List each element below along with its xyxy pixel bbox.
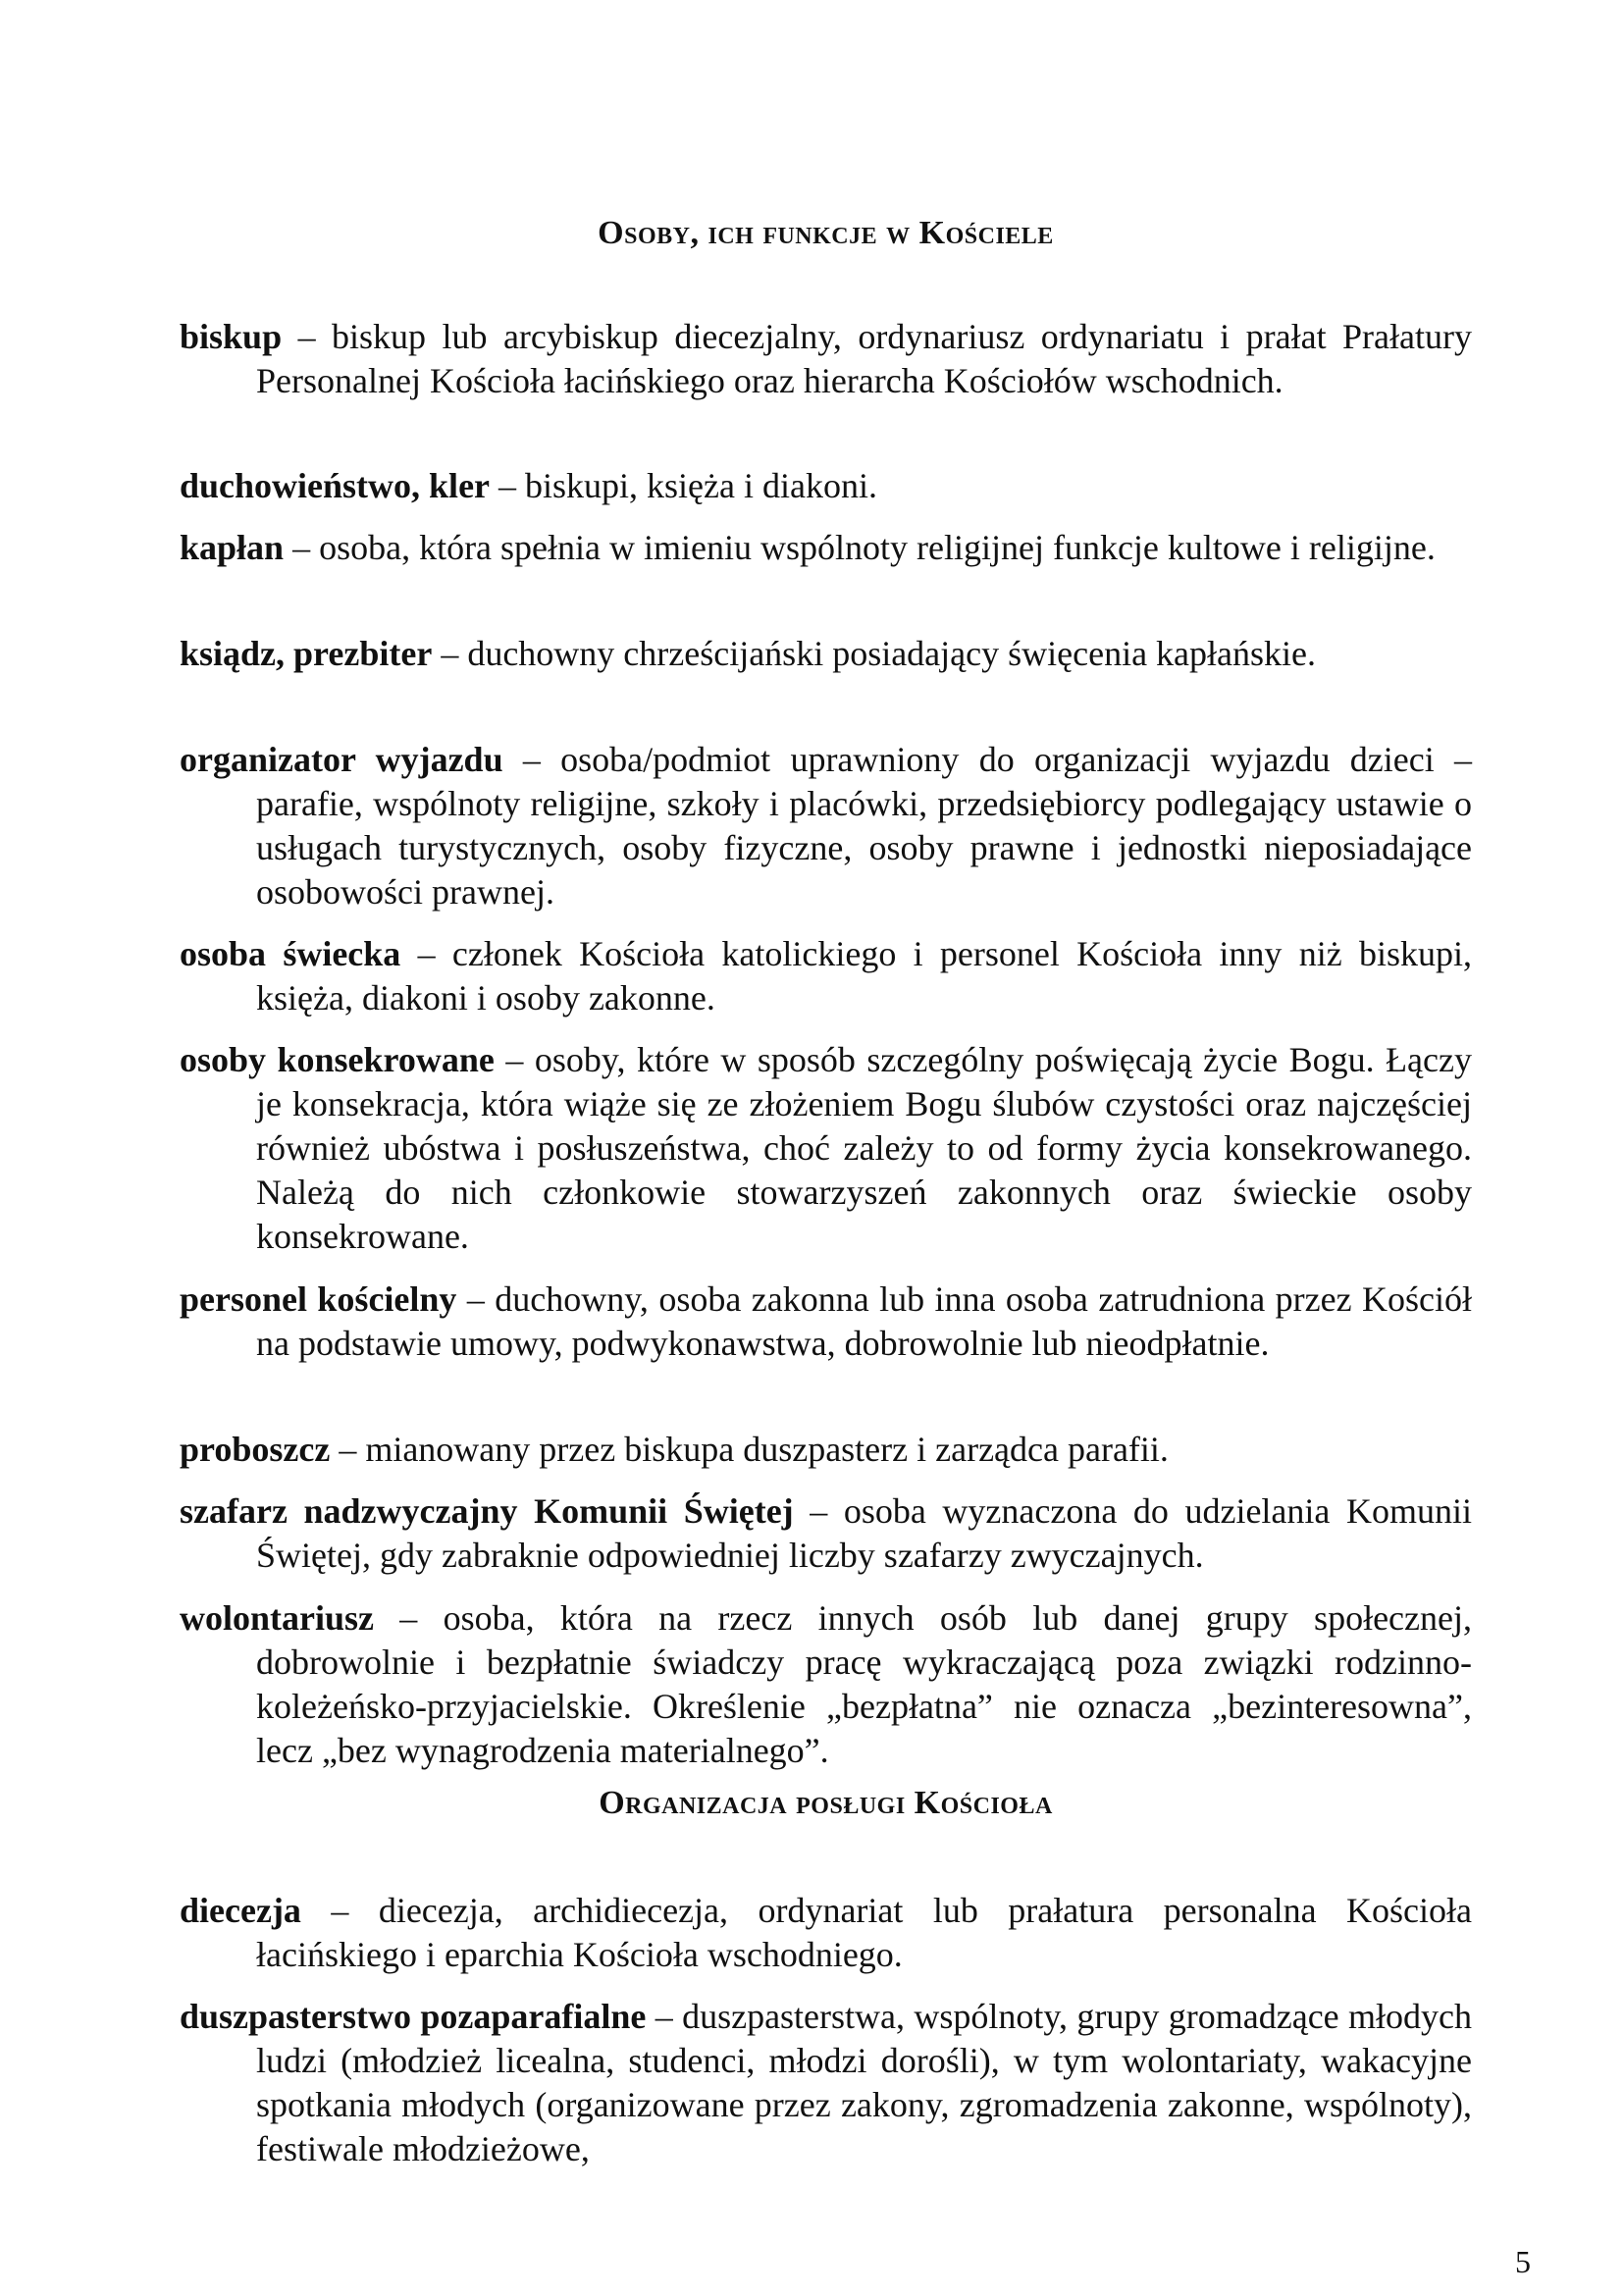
entry-term: duchowieństwo, kler: [180, 466, 491, 505]
glossary-entry: [180, 1428, 1472, 1472]
entry-term: proboszcz: [180, 1430, 331, 1469]
entry-term: kapłan: [180, 528, 285, 567]
glossary-entry: [180, 932, 1472, 1020]
entry-term: diecezja: [180, 1891, 301, 1930]
entry-term: organizator wyjazdu: [180, 740, 503, 779]
glossary-entry: [180, 1596, 1472, 1773]
glossary-entry: [180, 315, 1472, 403]
entry-term: wolontariusz: [180, 1598, 374, 1638]
entry-definition: – duchowny chrześcijański posiadający święcenia kapłańskie.: [432, 634, 1316, 673]
entry-term: duszpasterstwo pozaparafialne: [180, 1997, 647, 2036]
section-heading: Organizacja posługi Kościoła: [599, 1785, 1053, 1821]
entry-definition: – osoba/podmiot uprawniony do organizacji wyjazdu dzieci – parafie, wspólnoty religijne, szkoły i placówki, przedsiębiorcy podlegający ustawie o usługach turystycznych, osoby fizyczne, osoby prawne i jednostki nieposiadające osobowości prawnej.: [256, 740, 1472, 912]
entry-definition: – duszpasterstwa, wspólnoty, grupy gromadzące młodych ludzi (młodzież licealna, studenci, młodzi dorośli), w tym wolontariaty, wakacyjne spotkania młodych (organizowane przez zakony, zgromadzenia zakonne, wspólnoty), festiwale młodzieżowe,: [256, 1997, 1472, 2168]
glossary-entry: [180, 1278, 1472, 1366]
entry-definition: – osoba wyznaczona do udzielania Komunii Świętej, gdy zabraknie odpowiedniej liczby szafarzy zwyczajnych.: [256, 1491, 1472, 1575]
entry-term: biskup: [180, 317, 283, 356]
entry-definition: – członek Kościoła katolickiego i personel Kościoła inny niż biskupi, księża, diakoni i osoby zakonne.: [256, 934, 1472, 1017]
glossary-entry: [180, 526, 1472, 570]
glossary-entry: [180, 738, 1472, 914]
entry-term: ksiądz, prezbiter: [180, 634, 433, 673]
entry-definition: – osoba, która na rzecz innych osób lub danej grupy społecznej, dobrowolnie i bezpłatnie świadczy pracę wykraczającą poza związki rodzinno-koleżeńsko-przyjacielskie. Określenie „bezpłatna” nie oznacza „bezinteresowna”, lecz „bez wynagrodzenia materialnego”.: [256, 1598, 1472, 1770]
entry-definition: – osoby, które w sposób szczególny poświęcają życie Bogu. Łączy je konsekracja, która wiąże się ze złożeniem Bogu ślubów czystości oraz najczęściej również ubóstwa i posłuszeństwa, choć zależy to od formy życia konsekrowanego. Należą do nich członkowie stowarzyszeń zakonnych oraz świeckie osoby konsekrowane.: [256, 1040, 1472, 1256]
glossary-entry: [180, 1038, 1472, 1259]
glossary-entry: [180, 1995, 1472, 2171]
glossary-entry: [180, 1889, 1472, 1977]
entry-term: osoba świecka: [180, 934, 401, 973]
entry-definition: – mianowany przez biskupa duszpasterz i zarządca parafii.: [330, 1430, 1169, 1469]
page-number: 5: [1515, 2244, 1531, 2279]
entry-definition: – duchowny, osoba zakonna lub inna osoba zatrudniona przez Kościół na podstawie umowy, podwykonawstwa, dobrowolnie lub nieodpłatnie.: [256, 1279, 1473, 1363]
entry-definition: – diecezja, archidiecezja, ordynariat lub prałatura personalna Kościoła łacińskiego i eparchia Kościoła wschodniego.: [256, 1891, 1472, 1974]
entry-term: osoby konsekrowane: [180, 1040, 495, 1079]
entry-term: szafarz nadzwyczajny Komunii Świętej: [180, 1491, 794, 1531]
glossary-entry: [180, 464, 1472, 508]
glossary-entry: [180, 1489, 1472, 1578]
glossary-entry: [180, 632, 1472, 676]
entry-definition: – biskup lub arcybiskup diecezjalny, ordynariusz ordynariatu i prałat Prałatury Personalnej Kościoła łacińskiego oraz hierarcha Kościołów wschodnich.: [256, 317, 1472, 400]
entry-term: personel kościelny: [180, 1279, 457, 1319]
section-heading: Osoby, ich funkcje w Kościele: [598, 215, 1054, 251]
entry-definition: – biskupi, księża i diakoni.: [490, 466, 877, 505]
entry-definition: – osoba, która spełnia w imieniu wspólnoty religijnej funkcje kultowe i religijne.: [284, 528, 1436, 567]
